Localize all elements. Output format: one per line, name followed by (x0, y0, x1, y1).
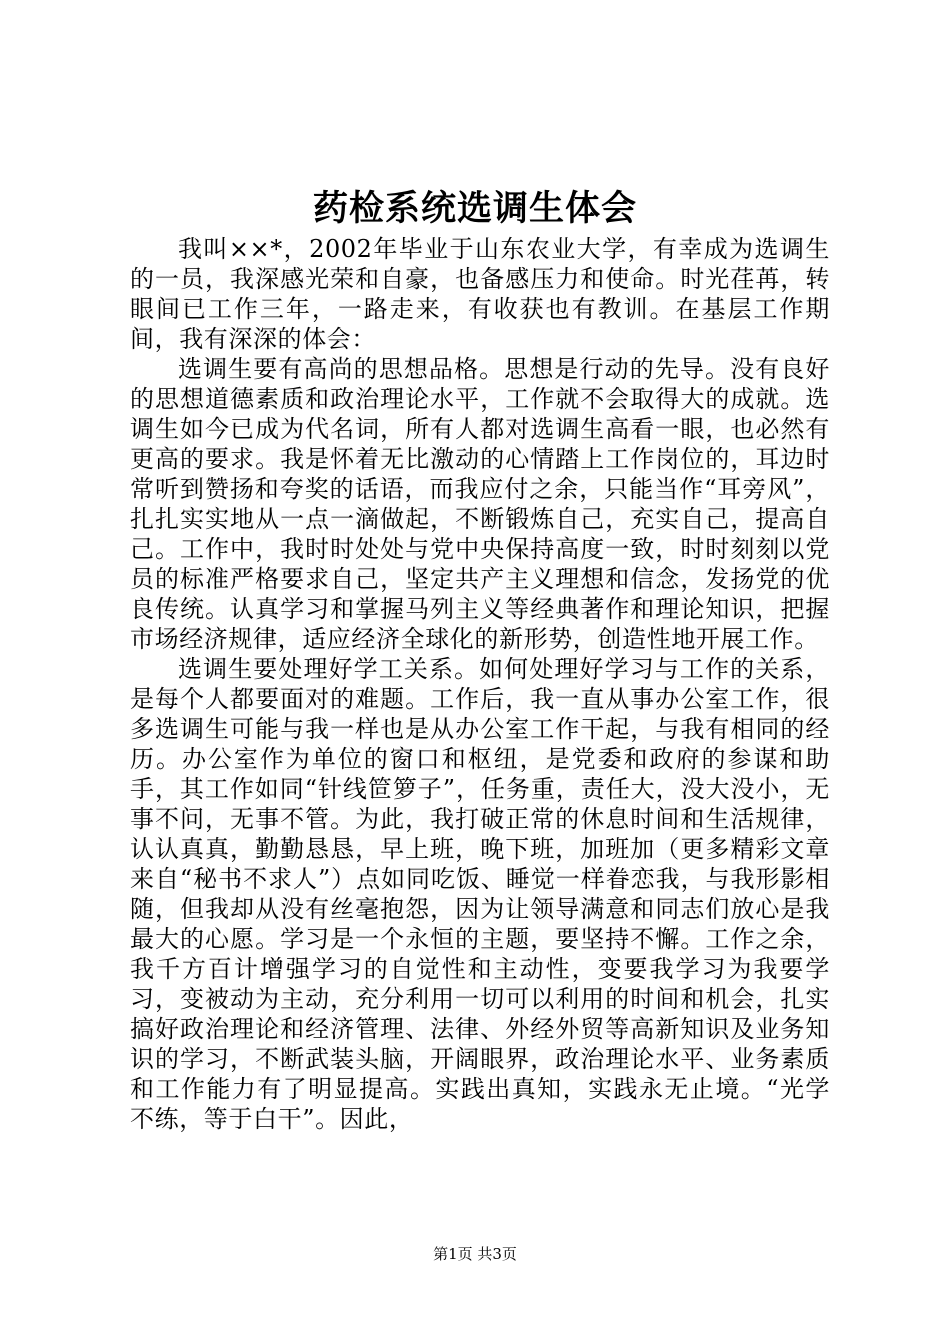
paragraph-intro: 我叫××*，2002年毕业于山东农业大学，有幸成为选调生的一员，我深感光荣和自豪，也备感压力和使命。时光荏苒，转眼间已工作三年，一路走来，有收获也有教训。在基层工作期间，我有深深的体会： (130, 235, 830, 353)
page-number-footer: 第1页 共3页 (433, 1245, 517, 1263)
document-title: 药检系统选调生体会 (312, 188, 637, 229)
paragraph-study-work: 选调生要处理好学工关系。如何处理好学习与工作的关系，是每个人都要面对的难题。工作后，我一直从事办公室工作，很多选调生可能与我一样也是从办公室工作干起，与我有相同的经历。办公室作为单位的窗口和枢纽，是党委和政府的参谋和助手，其工作如同“针线笸箩子”，任务重，责任大，没大没小，无事不问，无事不管。为此，我打破正常的休息时间和生活规律，认认真真，勤勤恳恳，早上班，晚下班，加班加（更多精彩文章来自“秘书不求人”）点如同吃饭、睡觉一样眷恋我，与我形影相随，但我却从没有丝毫抱怨，因为让领导满意和同志们放心是我最大的心愿。学习是一个永恒的主题，要坚持不懈。工作之余，我千方百计增强学习的自觉性和主动性，变要我学习为我要学习，变被动为主动，充分利用一切可以利用的时间和机会，扎实搞好政治理论和经济管理、法律、外经外贸等高新知识及业务知识的学习，不断武装头脑，开阔眼界，政治理论水平、业务素质和工作能力有了明显提高。实践出真知，实践永无止境。“光学不练，等于白干”。因此， (130, 655, 830, 1133)
paragraph-ideology: 选调生要有高尚的思想品格。思想是行动的先导。没有良好的思想道德素质和政治理论水平，工作就不会取得大的成就。选调生如今已成为代名词，所有人都对选调生高看一眼，也必然有更高的要求。我是怀着无比激动的心情踏上工作岗位的，耳边时常听到赞扬和夸奖的话语，而我应付之余，只能当作“耳旁风”，扎扎实实地从一点一滴做起，不断锻炼自己，充实自己，提高自己。工作中，我时时处处与党中央保持高度一致，时时刻刻以党员的标准严格要求自己，坚定共产主义理想和信念，发扬党的优良传统。认真学习和掌握马列主义等经典著作和理论知识，把握市场经济规律，适应经济全球化的新形势，创造性地开展工作。 (130, 355, 830, 653)
document-body (130, 234, 830, 1134)
